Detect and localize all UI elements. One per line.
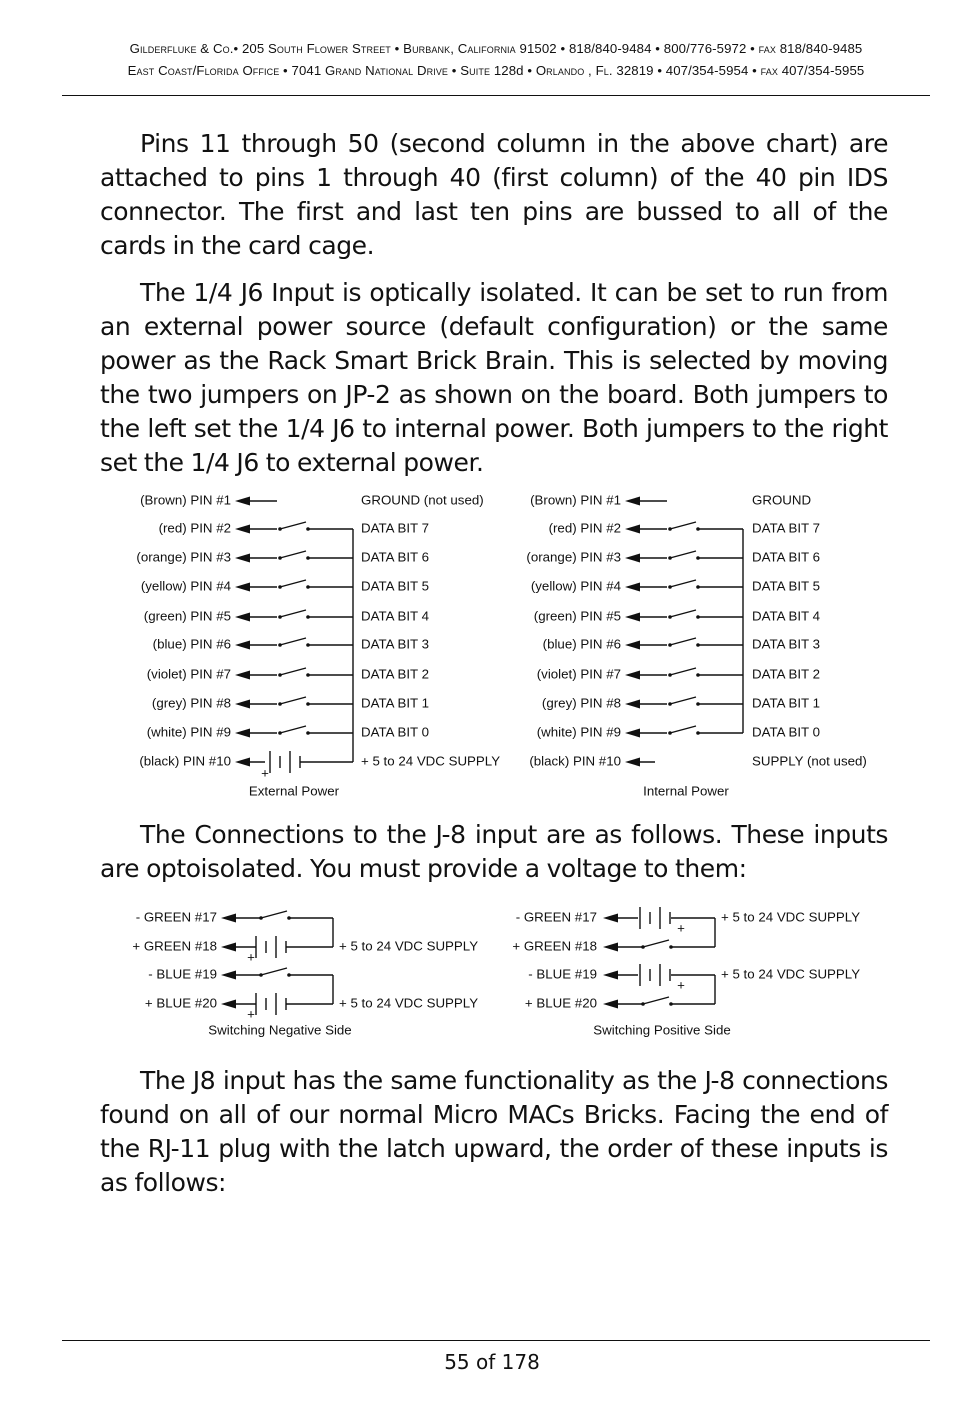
header-text-run: , bbox=[584, 63, 596, 78]
paragraph-j8-connections: The Connections to the J-8 input are as follows. These inputs are optoisolated. You must provide a voltage to them: bbox=[100, 820, 888, 883]
pin-label: (white) PIN #9 bbox=[536, 724, 621, 740]
header-text-run: Fl bbox=[595, 63, 609, 78]
switch-blade bbox=[280, 638, 306, 645]
supply-label: + 5 to 24 VDC SUPPLY bbox=[339, 938, 479, 954]
supply-label: + 5 to 24 VDC SUPPLY bbox=[721, 909, 861, 925]
function-label: DATA BIT 2 bbox=[361, 666, 429, 682]
switch-blade bbox=[670, 522, 696, 529]
pin-label: + GREEN #18 bbox=[132, 938, 217, 954]
pin-label: (black) PIN #10 bbox=[529, 753, 621, 769]
switch-blade bbox=[670, 697, 696, 704]
header-text-run: • bbox=[390, 41, 404, 56]
battery-plus-label: + bbox=[247, 1006, 255, 1022]
supply-label: + 5 to 24 VDC SUPPLY bbox=[721, 966, 861, 982]
function-label: DATA BIT 2 bbox=[752, 666, 820, 682]
paragraph-j6-isolation: The 1/4 J6 Input is optically isolated. It can be set to run from an external power source (default configuration) or the same power as the Rack Smart Brick Brain. This is selected by moving the two jumpers on JP-2 as shown on the board. Both jumpers to the left set the 1/4 J6 to internal power. Both jumpers to the right set the 1/4 J6 to external power. bbox=[100, 278, 888, 477]
battery-plus-label: + bbox=[261, 765, 269, 781]
function-label: DATA BIT 4 bbox=[752, 608, 820, 624]
pin-label: (black) PIN #10 bbox=[139, 753, 231, 769]
header-text-run: .• 205 bbox=[229, 41, 269, 56]
diagram-caption-external: External Power bbox=[248, 783, 340, 799]
header-text-run: East Coast/Florida Office bbox=[127, 63, 280, 78]
function-label: GROUND (not used) bbox=[361, 492, 484, 508]
function-label: DATA BIT 4 bbox=[361, 608, 429, 624]
function-label: SUPPLY (not used) bbox=[752, 753, 867, 769]
pin-label: (blue) PIN #6 bbox=[542, 636, 621, 652]
header-text-run: • bbox=[448, 63, 461, 78]
switch-blade bbox=[670, 668, 696, 675]
function-label: DATA BIT 7 bbox=[361, 520, 429, 536]
page-number: 55 of 178 bbox=[444, 1350, 540, 1374]
pin-label: - GREEN #17 bbox=[515, 909, 597, 925]
pin-label: - BLUE #19 bbox=[148, 966, 217, 982]
switch-blade bbox=[261, 968, 287, 975]
switch-blade bbox=[280, 610, 306, 617]
pin-label: (green) PIN #5 bbox=[533, 608, 621, 624]
pin-label: (yellow) PIN #4 bbox=[140, 578, 231, 594]
header-text-run: Burbank bbox=[403, 41, 451, 56]
switch-blade bbox=[670, 610, 696, 617]
header-text-run: Suite bbox=[460, 63, 491, 78]
pin-label: (blue) PIN #6 bbox=[152, 636, 231, 652]
header-text-run: 407/354-5955 bbox=[777, 63, 865, 78]
function-label: DATA BIT 6 bbox=[361, 549, 429, 565]
pin-label: (Brown) PIN #1 bbox=[530, 492, 621, 508]
switch-blade bbox=[670, 726, 696, 733]
diagram-caption-internal: Internal Power bbox=[643, 783, 729, 799]
battery-plus-label: + bbox=[677, 977, 685, 993]
header-text-run: & bbox=[196, 41, 213, 56]
header-text-run: fax bbox=[758, 41, 776, 56]
battery-plus-label: + bbox=[677, 920, 685, 936]
header-text-run: • 7041 bbox=[279, 63, 326, 78]
diagram-caption-positive: Switching Positive Side bbox=[593, 1022, 731, 1038]
function-label: GROUND bbox=[752, 492, 812, 508]
function-label: DATA BIT 3 bbox=[361, 636, 429, 652]
switch-blade bbox=[670, 638, 696, 645]
switch-blade bbox=[280, 668, 306, 675]
pin-label: (grey) PIN #8 bbox=[151, 695, 231, 711]
pin-label: (violet) PIN #7 bbox=[536, 666, 621, 682]
header-text-run: . 32819 • 407/354-5954 • bbox=[608, 63, 761, 78]
header-text-run: South Flower Street bbox=[268, 41, 391, 56]
switch-blade bbox=[670, 551, 696, 558]
header-text-run: 818/840-9485 bbox=[775, 41, 863, 56]
function-label: DATA BIT 0 bbox=[752, 724, 820, 740]
header-text-run: , bbox=[450, 41, 458, 56]
function-label: DATA BIT 5 bbox=[752, 578, 820, 594]
header-text-run: 91502 • 818/840-9484 • 800/776-5972 • bbox=[515, 41, 759, 56]
switch-blade bbox=[670, 580, 696, 587]
function-label: DATA BIT 5 bbox=[361, 578, 429, 594]
header-text-run: Co bbox=[212, 41, 230, 56]
pin-label: (Brown) PIN #1 bbox=[140, 492, 231, 508]
function-label: DATA BIT 6 bbox=[752, 549, 820, 565]
pin-label: - GREEN #17 bbox=[135, 909, 217, 925]
switch-blade bbox=[643, 940, 669, 947]
supply-label: + 5 to 24 VDC SUPPLY bbox=[339, 995, 479, 1011]
pin-label: (green) PIN #5 bbox=[143, 608, 231, 624]
switch-blade bbox=[280, 522, 306, 529]
switch-blade bbox=[280, 551, 306, 558]
pin-label: + BLUE #20 bbox=[144, 995, 217, 1011]
function-label: DATA BIT 1 bbox=[752, 695, 820, 711]
function-label: DATA BIT 0 bbox=[361, 724, 429, 740]
switch-blade bbox=[280, 697, 306, 704]
function-label: DATA BIT 3 bbox=[752, 636, 820, 652]
paragraph-pins-11-50: Pins 11 through 50 (second column in the above chart) are attached to pins 1 through 40 (first column) of the 40 pin IDS connector. The first and last ten pins are bussed to all of the cards in the card cage. bbox=[100, 129, 888, 260]
switch-blade bbox=[280, 726, 306, 733]
pin-label: (violet) PIN #7 bbox=[146, 666, 231, 682]
pin-label: + BLUE #20 bbox=[524, 995, 597, 1011]
pin-label: (orange) PIN #3 bbox=[136, 549, 231, 565]
header-text-run: Grand National Drive bbox=[325, 63, 449, 78]
header-text-run: 128d • bbox=[490, 63, 536, 78]
function-label: + 5 to 24 VDC SUPPLY bbox=[361, 753, 501, 769]
header-text-run: Gilderfluke bbox=[129, 41, 197, 56]
footer-rule bbox=[62, 1340, 930, 1341]
function-label: DATA BIT 1 bbox=[361, 695, 429, 711]
pin-label: + GREEN #18 bbox=[512, 938, 597, 954]
pin-label: (white) PIN #9 bbox=[146, 724, 231, 740]
pin-label: (red) PIN #2 bbox=[158, 520, 231, 536]
pin-label: (orange) PIN #3 bbox=[526, 549, 621, 565]
pin-label: (yellow) PIN #4 bbox=[530, 578, 621, 594]
pin-label: (grey) PIN #8 bbox=[541, 695, 621, 711]
switch-blade bbox=[643, 997, 669, 1004]
diagram-caption-negative: Switching Negative Side bbox=[208, 1022, 352, 1038]
battery-plus-label: + bbox=[247, 949, 255, 965]
pin-label: - BLUE #19 bbox=[528, 966, 597, 982]
pin-label: (red) PIN #2 bbox=[548, 520, 621, 536]
header-text-run: California bbox=[457, 41, 516, 56]
header-text-run: fax bbox=[760, 63, 778, 78]
paragraph-j8-functionality: The J8 input has the same functionality as the J-8 connections found on all of our normal Micro MACs Bricks. Facing the end of the RJ-11 plug with the latch upward, the order of these inputs is as follows: bbox=[100, 1066, 888, 1197]
switch-blade bbox=[261, 911, 287, 918]
header-text-run: Orlando bbox=[535, 63, 585, 78]
function-label: DATA BIT 7 bbox=[752, 520, 820, 536]
switch-blade bbox=[280, 580, 306, 587]
